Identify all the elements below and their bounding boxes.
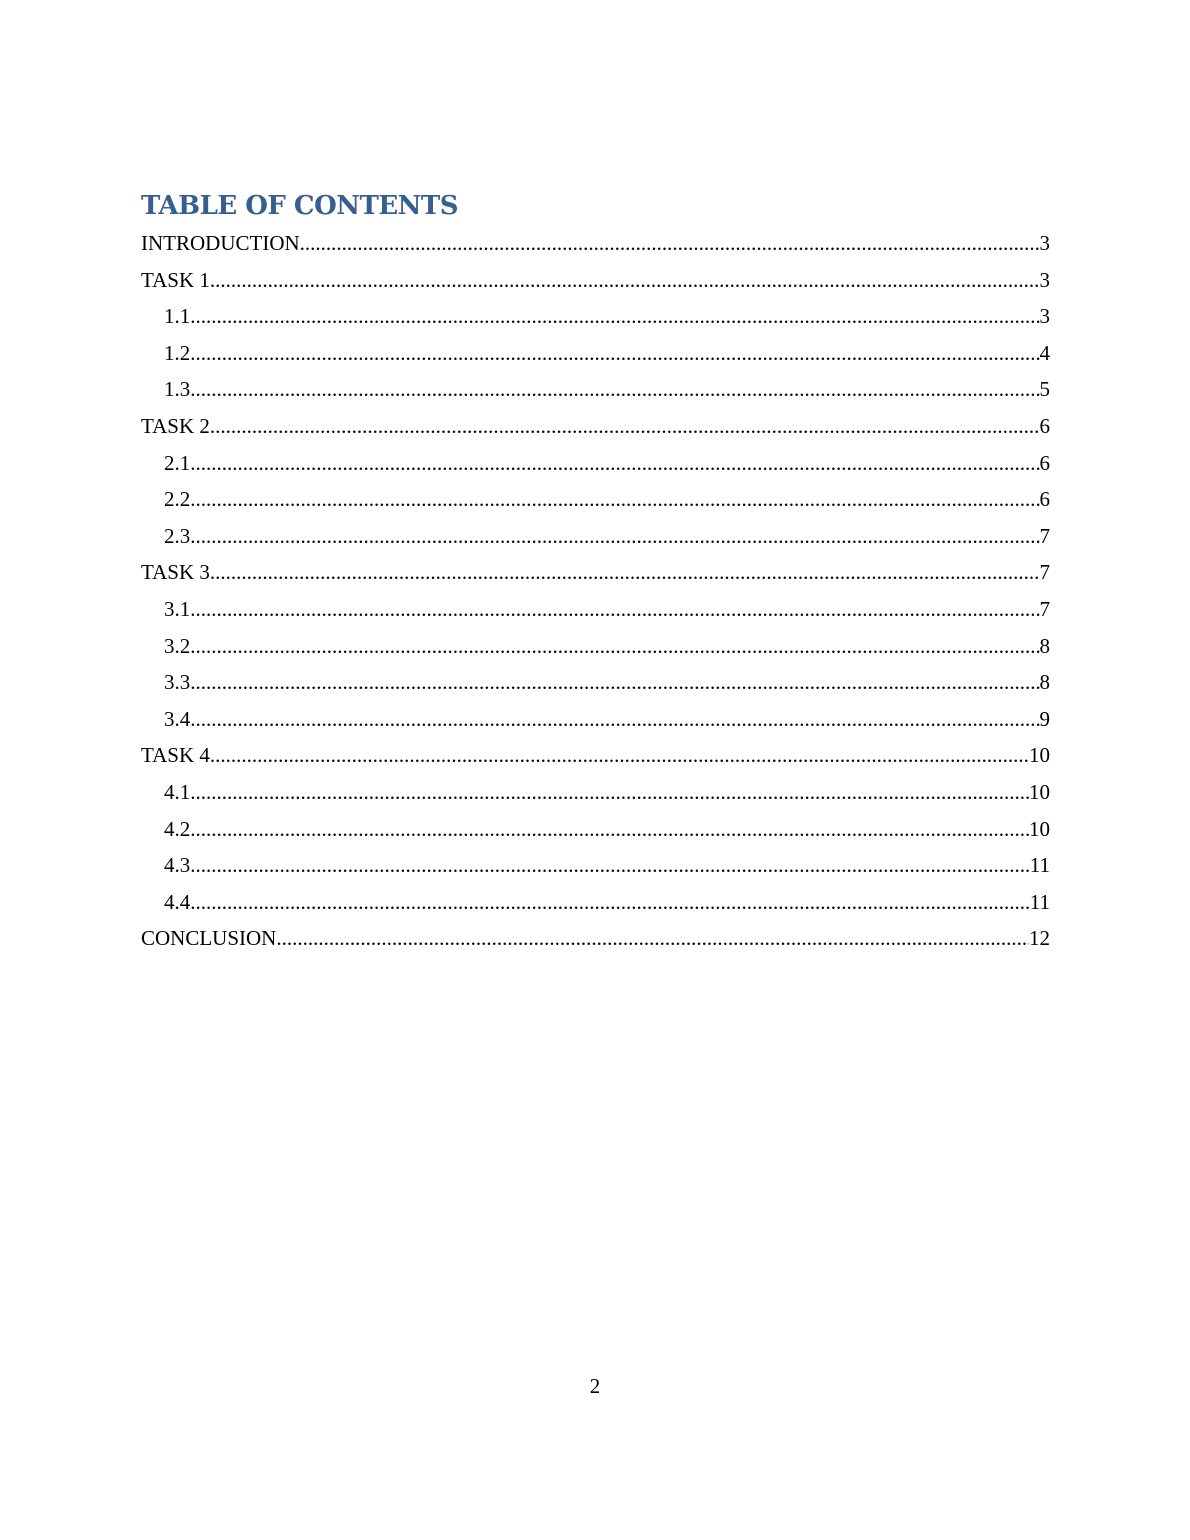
toc-entry-page: 7 [1039, 560, 1050, 585]
toc-entry-2-2[interactable] [141, 481, 1050, 518]
toc-dot-leader [190, 518, 1039, 555]
toc-dot-leader [210, 262, 1040, 299]
toc-dot-leader [190, 481, 1039, 518]
toc-dot-leader [210, 408, 1040, 445]
toc-entry-page: 3 [1039, 231, 1050, 255]
toc-entry-label: 3.3 [164, 670, 191, 695]
toc-entry-task-1[interactable] [141, 262, 1050, 299]
toc-entry-task-2[interactable] [141, 408, 1050, 445]
toc-entry-introduction[interactable] [141, 225, 1050, 262]
toc-entry-4-3[interactable] [141, 847, 1050, 884]
toc-entry-label: TASK 4 [141, 743, 210, 768]
toc-dot-leader [190, 811, 1029, 848]
toc-entry-3-1[interactable] [141, 591, 1050, 628]
toc-dot-leader [190, 628, 1039, 665]
toc-dot-leader [210, 554, 1040, 591]
toc-entry-label: TASK 1 [141, 267, 210, 292]
toc-entry-4-2[interactable] [141, 811, 1050, 848]
toc-entry-label: 2.1 [164, 450, 191, 475]
toc-list [141, 225, 1050, 957]
toc-entry-page: 6 [1039, 413, 1050, 438]
toc-entry-4-1[interactable] [141, 774, 1050, 811]
toc-entry-page: 8 [1039, 670, 1050, 695]
toc-entry-page: 12 [1029, 926, 1050, 951]
toc-entry-4-4[interactable] [141, 884, 1050, 921]
toc-entry-3-3[interactable] [141, 664, 1050, 701]
toc-entry-3-4[interactable] [141, 701, 1050, 738]
toc-dot-leader [190, 701, 1039, 738]
toc-entry-1-1[interactable] [141, 298, 1050, 335]
toc-entry-page: 3 [1039, 267, 1050, 292]
toc-dot-leader [190, 884, 1030, 921]
toc-entry-label: INTRODUCTION [141, 231, 300, 255]
toc-entry-page: 6 [1039, 487, 1050, 512]
toc-dot-leader [300, 225, 1040, 262]
toc-entry-label: TASK 2 [141, 413, 210, 438]
toc-entry-label: 4.2 [164, 816, 191, 841]
toc-entry-label: 1.3 [164, 377, 191, 402]
toc-entry-label: 1.1 [164, 304, 191, 329]
toc-dot-leader [190, 371, 1039, 408]
toc-entry-page: 6 [1039, 450, 1050, 475]
toc-entry-page: 10 [1029, 816, 1050, 841]
toc-entry-1-3[interactable] [141, 371, 1050, 408]
toc-entry-page: 10 [1029, 743, 1050, 768]
toc-dot-leader [190, 445, 1039, 482]
toc-entry-page: 3 [1039, 304, 1050, 329]
toc-dot-leader [190, 591, 1039, 628]
toc-entry-label: 2.3 [164, 523, 191, 548]
toc-entry-2-1[interactable] [141, 445, 1050, 482]
toc-entry-task-3[interactable] [141, 554, 1050, 591]
toc-entry-label: 2.2 [164, 487, 191, 512]
toc-entry-page: 9 [1039, 706, 1050, 731]
toc-entry-1-2[interactable] [141, 335, 1050, 372]
toc-entry-page: 11 [1029, 853, 1050, 878]
toc-dot-leader [190, 664, 1039, 701]
toc-entry-label: 1.2 [164, 340, 191, 365]
toc-entry-label: TASK 3 [141, 560, 210, 585]
toc-dot-leader [210, 737, 1029, 774]
toc-entry-page: 7 [1039, 596, 1050, 621]
toc-entry-label: 4.3 [164, 853, 191, 878]
toc-entry-2-3[interactable] [141, 518, 1050, 555]
toc-entry-label: 3.2 [164, 633, 191, 658]
toc-entry-label: 4.1 [164, 779, 191, 804]
toc-entry-page: 8 [1039, 633, 1050, 658]
toc-entry-task-4[interactable] [141, 737, 1050, 774]
toc-entry-page: 11 [1029, 889, 1050, 914]
toc-entry-label: 3.1 [164, 596, 191, 621]
toc-dot-leader [190, 774, 1029, 811]
toc-dot-leader [190, 298, 1039, 335]
toc-entry-conclusion[interactable] [141, 920, 1050, 957]
toc-entry-page: 7 [1039, 523, 1050, 548]
toc-entry-label: 4.4 [164, 889, 191, 914]
toc-entry-page: 10 [1029, 779, 1050, 804]
page-number: 2 [589, 1374, 601, 1398]
toc-entry-3-2[interactable] [141, 628, 1050, 665]
toc-entry-page: 4 [1039, 340, 1050, 365]
toc-dot-leader [276, 920, 1029, 957]
toc-entry-label: CONCLUSION [141, 926, 277, 951]
toc-entry-label: 3.4 [164, 706, 191, 731]
toc-dot-leader [190, 335, 1039, 372]
toc-entry-page: 5 [1039, 377, 1050, 402]
toc-dot-leader [190, 847, 1030, 884]
toc-heading: TABLE OF CONTENTS [141, 191, 459, 221]
